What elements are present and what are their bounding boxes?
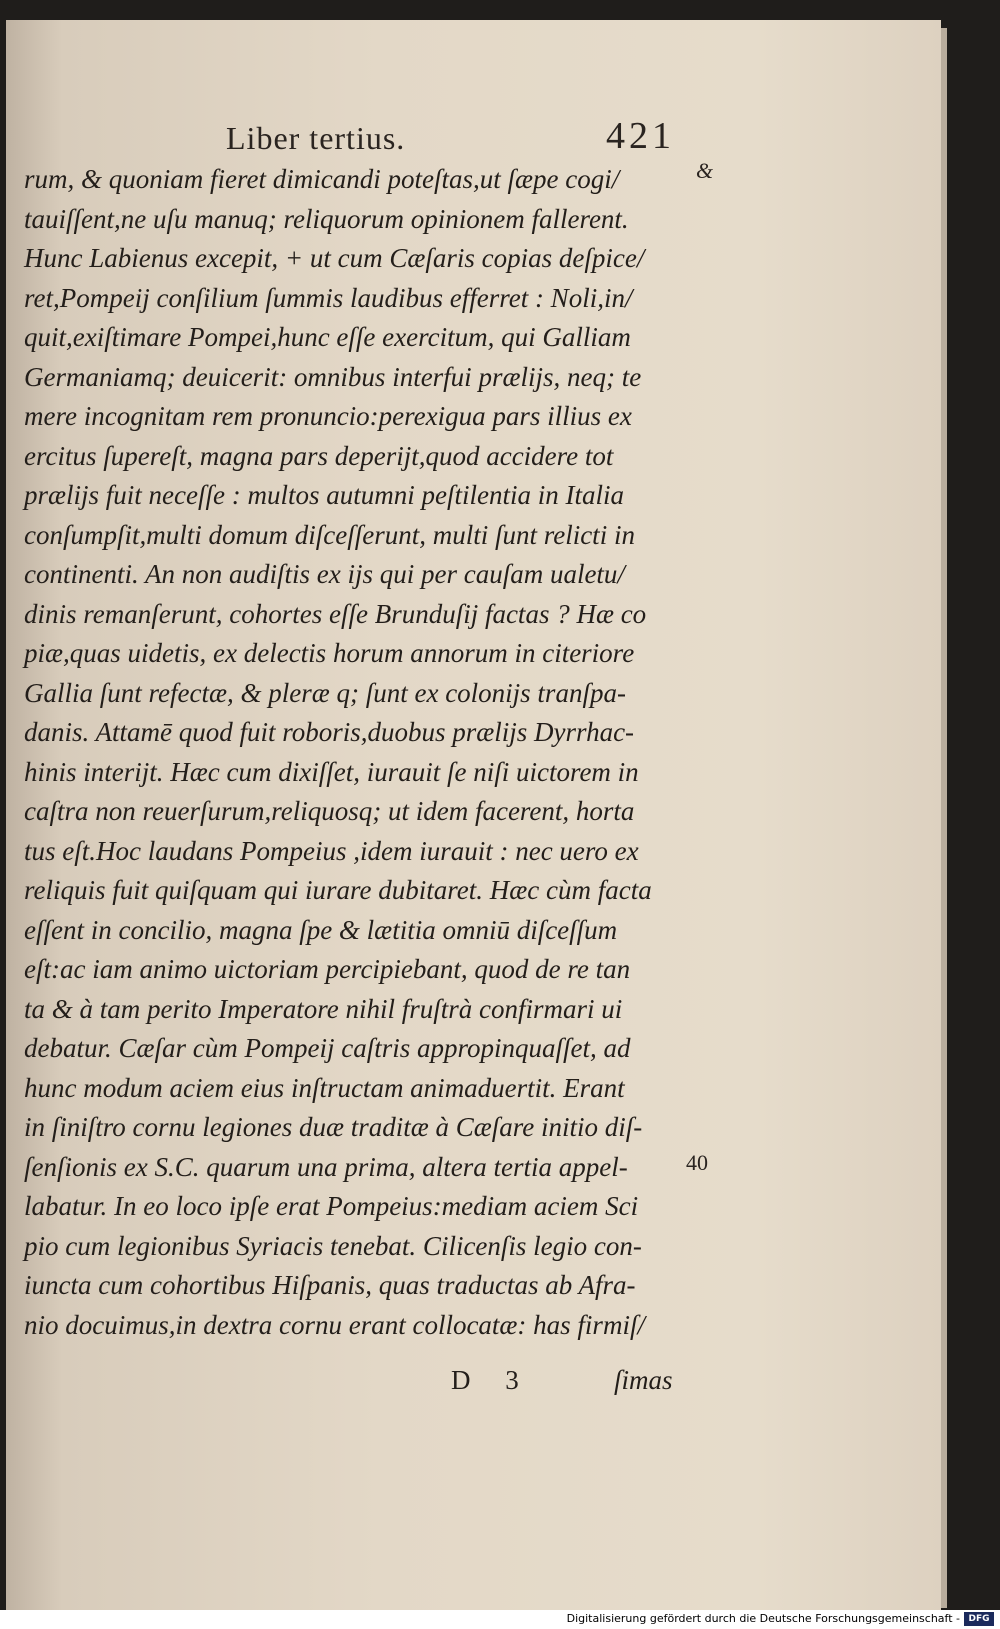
text-line: dinis remanſerunt, cohortes eſſe Brunduſij factas ? Hæ co [24, 598, 647, 629]
text-line: danis. Attamē quod fuit roboris,duobus prælijs Dyrrhac- [24, 717, 635, 747]
text-line: conſumpſit,multi domum diſceſſerunt, multi ſunt relicti in [24, 519, 635, 550]
text-line: Hunc Labienus excepit, + ut cum Cæſaris copias deſpice/ [24, 243, 645, 273]
text-line: mere incognitam rem pronuncio:perexigua pars illius ex [24, 401, 632, 431]
text-line: pio cum legionibus Syriacis tenebat. Cilicenſis legio con- [24, 1230, 642, 1261]
text-line: hunc modum aciem eius inſtructam animaduertit. Erant [24, 1072, 625, 1103]
book-page [6, 20, 941, 1610]
text-line: ta & à tam perito Imperatore nihil fruſtrà confirmari ui [24, 993, 623, 1024]
text-line: tauiſſent,ne uſu manuq; reliquorum opinionem fallerent. [24, 203, 629, 234]
text-line: reliquis fuit quiſquam qui iurare dubitaret. Hæc cùm facta [24, 875, 652, 905]
page-header [6, 112, 941, 162]
text-line: prælijs fuit neceſſe : multos autumni peſtilentia in Italia [24, 480, 624, 510]
text-line: Gallia ſunt refectæ, & pleræ q; ſunt ex colonijs tranſpa- [24, 677, 626, 708]
text-line: labatur. In eo loco ipſe erat Pompeius:mediam aciem Sci [24, 1191, 639, 1221]
dfg-logo: DFG [964, 1612, 994, 1626]
marginal-note: & [696, 158, 714, 183]
body-text [24, 160, 689, 1345]
text-line: rum, & quoniam fieret dimicandi poteſtas,ut ſæpe cogi/ [24, 164, 620, 194]
text-line: eſt:ac iam animo uictoriam percipiebant, quod de re tan [24, 954, 631, 984]
digitization-credit: Digitalisierung gefördert durch die Deutsche Forschungsgemeinschaft - [566, 1612, 960, 1625]
text-line: Germaniamq; deuicerit: omnibus interfui prælijs, neq; te [24, 361, 642, 392]
text-line: ret,Pompeij conſilium ſummis laudibus efferret : Noli,in/ [24, 282, 633, 313]
page-edge [941, 28, 947, 1608]
digitization-credit-bar [0, 1610, 1000, 1629]
text-line: piæ,quas uidetis, ex delectis horum annorum in citeriore [24, 638, 635, 668]
text-line: ercitus ſupereſt, magna pars deperijt,quod accidere tot [24, 440, 614, 471]
running-head: Liber tertius. [226, 120, 406, 156]
text-line: quit,exiſtimare Pompei,hunc eſſe exercitum, qui Galliam [24, 322, 631, 352]
text-line: debatur. Cæſar cùm Pompeij caſtris appropinquaſſet, ad [24, 1033, 631, 1063]
text-line: caſtra non reuerſurum,reliquosq; ut idem facerent, horta [24, 796, 635, 826]
signature-mark: D 3 [451, 1365, 533, 1395]
text-line: in ſiniſtro cornu legiones duæ traditæ à Cæſare initio diſ- [24, 1112, 643, 1142]
text-line: ſenſionis ex S.C. quarum una prima, altera tertia appel- [24, 1151, 628, 1182]
text-line: nio docuimus,in dextra cornu erant collocatæ: has firmiſ/ [24, 1309, 645, 1340]
text-line: iuncta cum cohortibus Hiſpanis, quas traductas ab Afra- [24, 1270, 636, 1300]
page-foot [6, 1365, 941, 1405]
text-line: tus eſt.Hoc laudans Pompeius ,idem iurauit : nec uero ex [24, 835, 639, 866]
text-line: eſſent in concilio, magna ſpe & lætitia omniū diſceſſum [24, 914, 618, 945]
text-line: continenti. An non audiſtis ex ijs qui per cauſam ualetu/ [24, 559, 625, 589]
text-line: hinis interijt. Hæc cum dixiſſet, iurauit ſe niſi uictorem in [24, 756, 639, 787]
catchword: ſimas [614, 1365, 673, 1395]
page-number: 421 [606, 115, 675, 157]
marginal-line-number: 40 [686, 1150, 708, 1175]
